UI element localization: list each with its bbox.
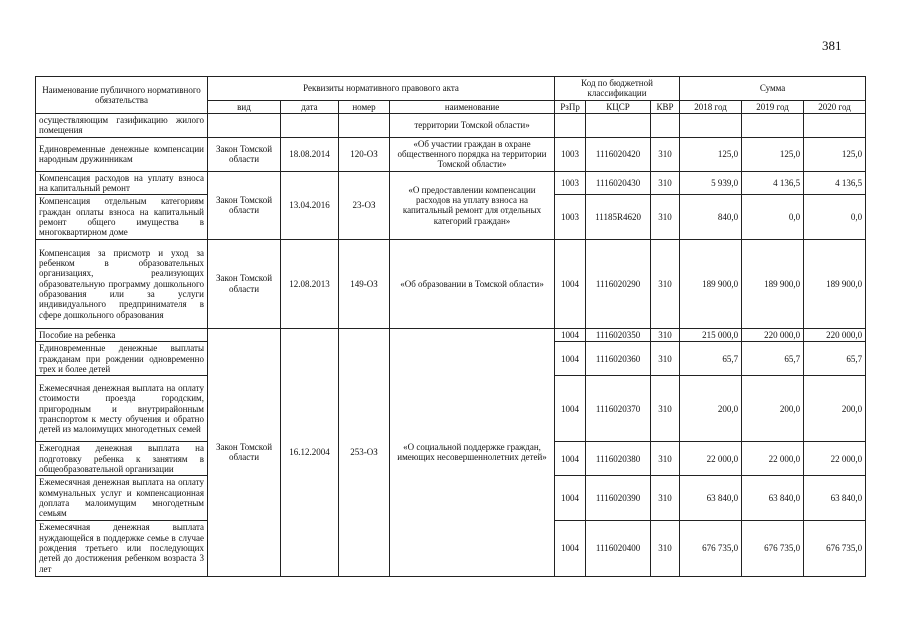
obligation-name: Единовременные денежные выплаты гражданам при рождении одновременно трех и более детей <box>36 342 208 376</box>
sum-2020: 676 735,0 <box>804 520 866 576</box>
kvr-code: 310 <box>651 195 680 239</box>
act-number: 120-ОЗ <box>339 137 390 171</box>
kvr-code: 310 <box>651 137 680 171</box>
header-sum: Сумма <box>680 77 866 101</box>
header-kcsr: КЦСР <box>586 100 651 113</box>
header-2018: 2018 год <box>680 100 742 113</box>
kcsr-code: 1116020390 <box>586 476 651 520</box>
sum-2018: 63 840,0 <box>680 476 742 520</box>
sum-2018: 65,7 <box>680 342 742 376</box>
obligation-name: Пособие на ребенка <box>36 328 208 341</box>
obligations-table <box>35 76 866 577</box>
sum-2019: 63 840,0 <box>742 476 804 520</box>
header-requisites: Реквизиты нормативного правового акта <box>208 77 555 101</box>
rzpr-code: 1004 <box>555 520 586 576</box>
act-name: территории Томской области» <box>390 114 555 138</box>
sum-2020: 22 000,0 <box>804 442 866 476</box>
header-type: вид <box>208 100 281 113</box>
rzpr-code: 1004 <box>555 328 586 341</box>
sum-2020: 189 900,0 <box>804 239 866 328</box>
sum-2020: 4 136,5 <box>804 171 866 195</box>
act-date: 18.08.2014 <box>281 137 339 171</box>
rzpr-code: 1004 <box>555 239 586 328</box>
header-2020: 2020 год <box>804 100 866 113</box>
obligation-name: Единовременные денежные компенсации народным дружинникам <box>36 137 208 171</box>
obligation-name: Компенсация отдельным категориям граждан оплаты взноса на капитальный ремонт общего имущества в многоквартирном доме <box>36 195 208 239</box>
kcsr-code: 1116020400 <box>586 520 651 576</box>
act-number: 253-ОЗ <box>339 328 390 576</box>
kcsr-code: 1116020360 <box>586 342 651 376</box>
sum-2018: 200,0 <box>680 376 742 442</box>
sum-2019: 0,0 <box>742 195 804 239</box>
act-type: Закон Томской области <box>208 137 281 171</box>
obligation-name: Ежемесячная денежная выплата нуждающейся в поддержке семье в случае рождения третьего или последующих детей до достижения ребенком возраста 3 лет <box>36 520 208 576</box>
act-type: Закон Томской области <box>208 171 281 239</box>
sum-2020: 125,0 <box>804 137 866 171</box>
table-row <box>36 114 866 138</box>
rzpr-code: 1004 <box>555 376 586 442</box>
table-row <box>36 137 866 171</box>
sum-2018: 840,0 <box>680 195 742 239</box>
kvr-code: 310 <box>651 239 680 328</box>
kcsr-code: 1116020290 <box>586 239 651 328</box>
sum-2019: 4 136,5 <box>742 171 804 195</box>
act-type: Закон Томской области <box>208 328 281 576</box>
obligation-name: осуществляющим газификацию жилого помещения <box>36 114 208 138</box>
act-type: Закон Томской области <box>208 239 281 328</box>
act-number: 149-ОЗ <box>339 239 390 328</box>
sum-2019: 22 000,0 <box>742 442 804 476</box>
kcsr-code: 1116020350 <box>586 328 651 341</box>
kvr-code: 310 <box>651 376 680 442</box>
sum-2018: 5 939,0 <box>680 171 742 195</box>
sum-2019: 200,0 <box>742 376 804 442</box>
act-name: «О предоставлении компенсации расходов на уплату взноса на капитальный ремонт для отдельных категорий граждан» <box>390 171 555 239</box>
kcsr-code: 1116020420 <box>586 137 651 171</box>
sum-2019: 220 000,0 <box>742 328 804 341</box>
table-row <box>36 328 866 341</box>
obligation-name: Ежемесячная денежная выплата на оплату стоимости проезда городским, пригородным и внутрирайонным транспортом к месту обучения и обратно детей из малоимущих многодетных семей <box>36 376 208 442</box>
act-name: «Об образовании в Томской области» <box>390 239 555 328</box>
sum-2018: 676 735,0 <box>680 520 742 576</box>
header-kvr: КВР <box>651 100 680 113</box>
sum-2019: 189 900,0 <box>742 239 804 328</box>
kcsr-code: 1116020370 <box>586 376 651 442</box>
sum-2018: 189 900,0 <box>680 239 742 328</box>
rzpr-code: 1004 <box>555 442 586 476</box>
header-act-name: наименование <box>390 100 555 113</box>
kvr-code: 310 <box>651 476 680 520</box>
act-name: «Об участии граждан в охране общественного порядка на территории Томской области» <box>390 137 555 171</box>
rzpr-code: 1003 <box>555 137 586 171</box>
header-row-1 <box>36 77 866 101</box>
rzpr-code: 1004 <box>555 476 586 520</box>
obligation-name: Ежемесячная денежная выплата на оплату коммунальных услуг и компенсационная доплата малоимущим многодетным семьям <box>36 476 208 520</box>
rzpr-code: 1003 <box>555 171 586 195</box>
rzpr-code: 1003 <box>555 195 586 239</box>
header-rzpr: РзПр <box>555 100 586 113</box>
rzpr-code: 1004 <box>555 342 586 376</box>
sum-2019: 676 735,0 <box>742 520 804 576</box>
table-row <box>36 171 866 195</box>
sum-2020: 0,0 <box>804 195 866 239</box>
sum-2020: 220 000,0 <box>804 328 866 341</box>
kvr-code: 310 <box>651 171 680 195</box>
kcsr-code: 1116020430 <box>586 171 651 195</box>
act-date: 16.12.2004 <box>281 328 339 576</box>
act-number: 23-ОЗ <box>339 171 390 239</box>
sum-2020: 65,7 <box>804 342 866 376</box>
header-number: номер <box>339 100 390 113</box>
kvr-code: 310 <box>651 520 680 576</box>
kvr-code: 310 <box>651 328 680 341</box>
kvr-code: 310 <box>651 442 680 476</box>
sum-2019: 125,0 <box>742 137 804 171</box>
table-row <box>36 239 866 328</box>
sum-2018: 125,0 <box>680 137 742 171</box>
header-date: дата <box>281 100 339 113</box>
kcsr-code: 11185R4620 <box>586 195 651 239</box>
sum-2019: 65,7 <box>742 342 804 376</box>
header-budget-code: Код по бюджетной классификации <box>555 77 680 101</box>
sum-2018: 22 000,0 <box>680 442 742 476</box>
header-name-obligation: Наименование публичного нормативного обязательства <box>36 77 208 114</box>
obligation-name: Компенсация расходов на уплату взноса на капитальный ремонт <box>36 171 208 195</box>
obligation-name: Компенсация за присмотр и уход за ребенком в образовательных организациях, реализующих образовательную программу дошкольного образования или за услуги индивидуального предпринимателя в сфере дошкольного образования <box>36 239 208 328</box>
header-2019: 2019 год <box>742 100 804 113</box>
sum-2020: 200,0 <box>804 376 866 442</box>
act-name: «О социальной поддержке граждан, имеющих несовершеннолетних детей» <box>390 328 555 576</box>
kvr-code: 310 <box>651 342 680 376</box>
sum-2018: 215 000,0 <box>680 328 742 341</box>
sum-2020: 63 840,0 <box>804 476 866 520</box>
page-number: 381 <box>822 38 842 53</box>
obligation-name: Ежегодная денежная выплата на подготовку ребенка к занятиям в общеобразовательной организации <box>36 442 208 476</box>
act-date: 13.04.2016 <box>281 171 339 239</box>
kcsr-code: 1116020380 <box>586 442 651 476</box>
act-date: 12.08.2013 <box>281 239 339 328</box>
